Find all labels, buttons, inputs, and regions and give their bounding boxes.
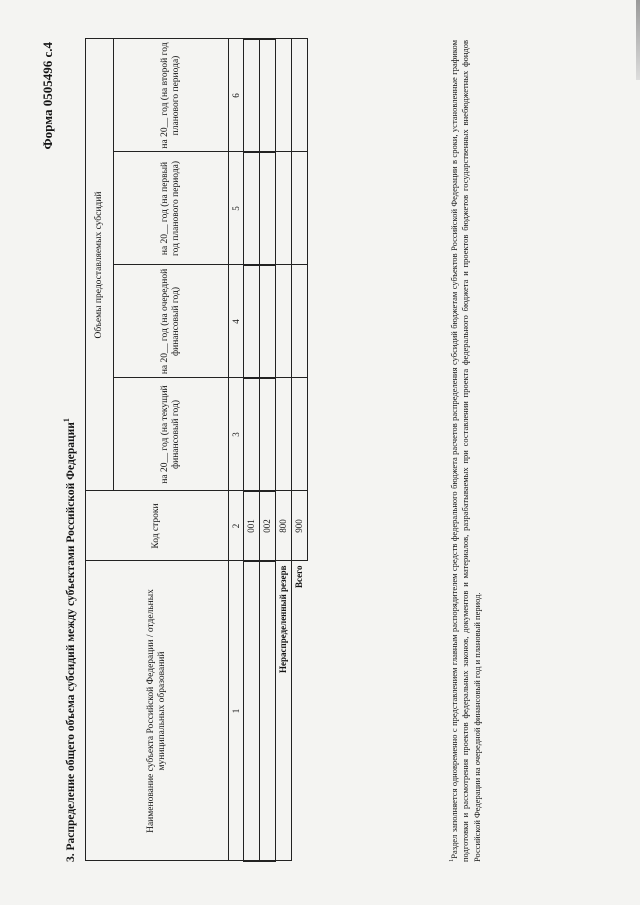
year-col-header-current: на 20__ год (на текущий финансовый год) (114, 378, 229, 491)
total-label: Всего (294, 565, 305, 588)
value-cell (244, 378, 260, 491)
section-title (62, 418, 77, 862)
reserve-row (276, 39, 292, 861)
region-name-cell (244, 561, 260, 861)
reserve-label: Нераспределенный резерв (276, 561, 292, 861)
col-number: 2 (229, 491, 244, 561)
subsidy-volumes-header: Объемы предоставляемых субсидий (86, 39, 114, 491)
year-col-header-plan1: на 20__ год (на первый год планового периода) (114, 152, 229, 265)
table-row (260, 39, 276, 861)
total-code: 900 (292, 491, 308, 561)
col-number: 3 (229, 378, 244, 491)
value-cell (244, 39, 260, 152)
section-title-text: 3. Распределение общего объема субсидий между субъектами Российской Федерации (64, 422, 77, 862)
code-column-header: Код строки (86, 491, 229, 561)
table-row (244, 39, 260, 861)
column-numbers-row (229, 39, 244, 861)
value-cell (260, 265, 276, 378)
col-number: 4 (229, 265, 244, 378)
col-number: 1 (229, 561, 244, 861)
value-cell (276, 152, 292, 265)
value-cell (276, 39, 292, 152)
total-row (292, 39, 308, 861)
reserve-code: 800 (276, 491, 292, 561)
footnote-text: Раздел заполняется одновременно с представлением главным распорядителем средств федерального бюджета расчетов распределения субсидий бюджетам субъектов Российской Федерации в сроки, установленные графиком подготовки и рассмотрения проектов федеральных законов, документов и материалов, разрабатываемых при составлении проекта федерального бюджета и проектов бюджетов государственных внебюджетных фондов Российской Федерации на очередной финансовый год и плановый период. (448, 40, 482, 862)
header-row-group (86, 39, 114, 861)
subsidy-distribution-table (85, 38, 308, 862)
value-cell (244, 152, 260, 265)
form-id: Форма 0505496 с.4 (40, 42, 55, 150)
value-cell (276, 378, 292, 491)
value-cell (292, 152, 308, 265)
col-number: 6 (229, 39, 244, 152)
value-cell (260, 39, 276, 152)
value-cell (260, 152, 276, 265)
year-col-header-plan2: на 20__ год (на второй год планового периода) (114, 39, 229, 152)
scan-edge-mark (636, 0, 640, 80)
value-cell (276, 265, 292, 378)
footnote (448, 40, 483, 862)
col-number: 5 (229, 152, 244, 265)
row-code-cell: 001 (244, 491, 260, 561)
name-column-header: Наименование субъекта Российской Федерации / отдельных муниципальных образований (86, 561, 229, 861)
value-cell (292, 265, 308, 378)
row-code-cell: 002 (260, 491, 276, 561)
region-name-cell (260, 561, 276, 861)
footnote-mark: 1 (448, 858, 455, 862)
value-cell (244, 265, 260, 378)
year-col-header-next: на 20__ год (на очередной финансовый год) (114, 265, 229, 378)
rotated-content (40, 42, 600, 862)
value-cell (260, 378, 276, 491)
section-note-mark: 1 (62, 418, 71, 423)
value-cell (292, 39, 308, 152)
value-cell (292, 378, 308, 491)
